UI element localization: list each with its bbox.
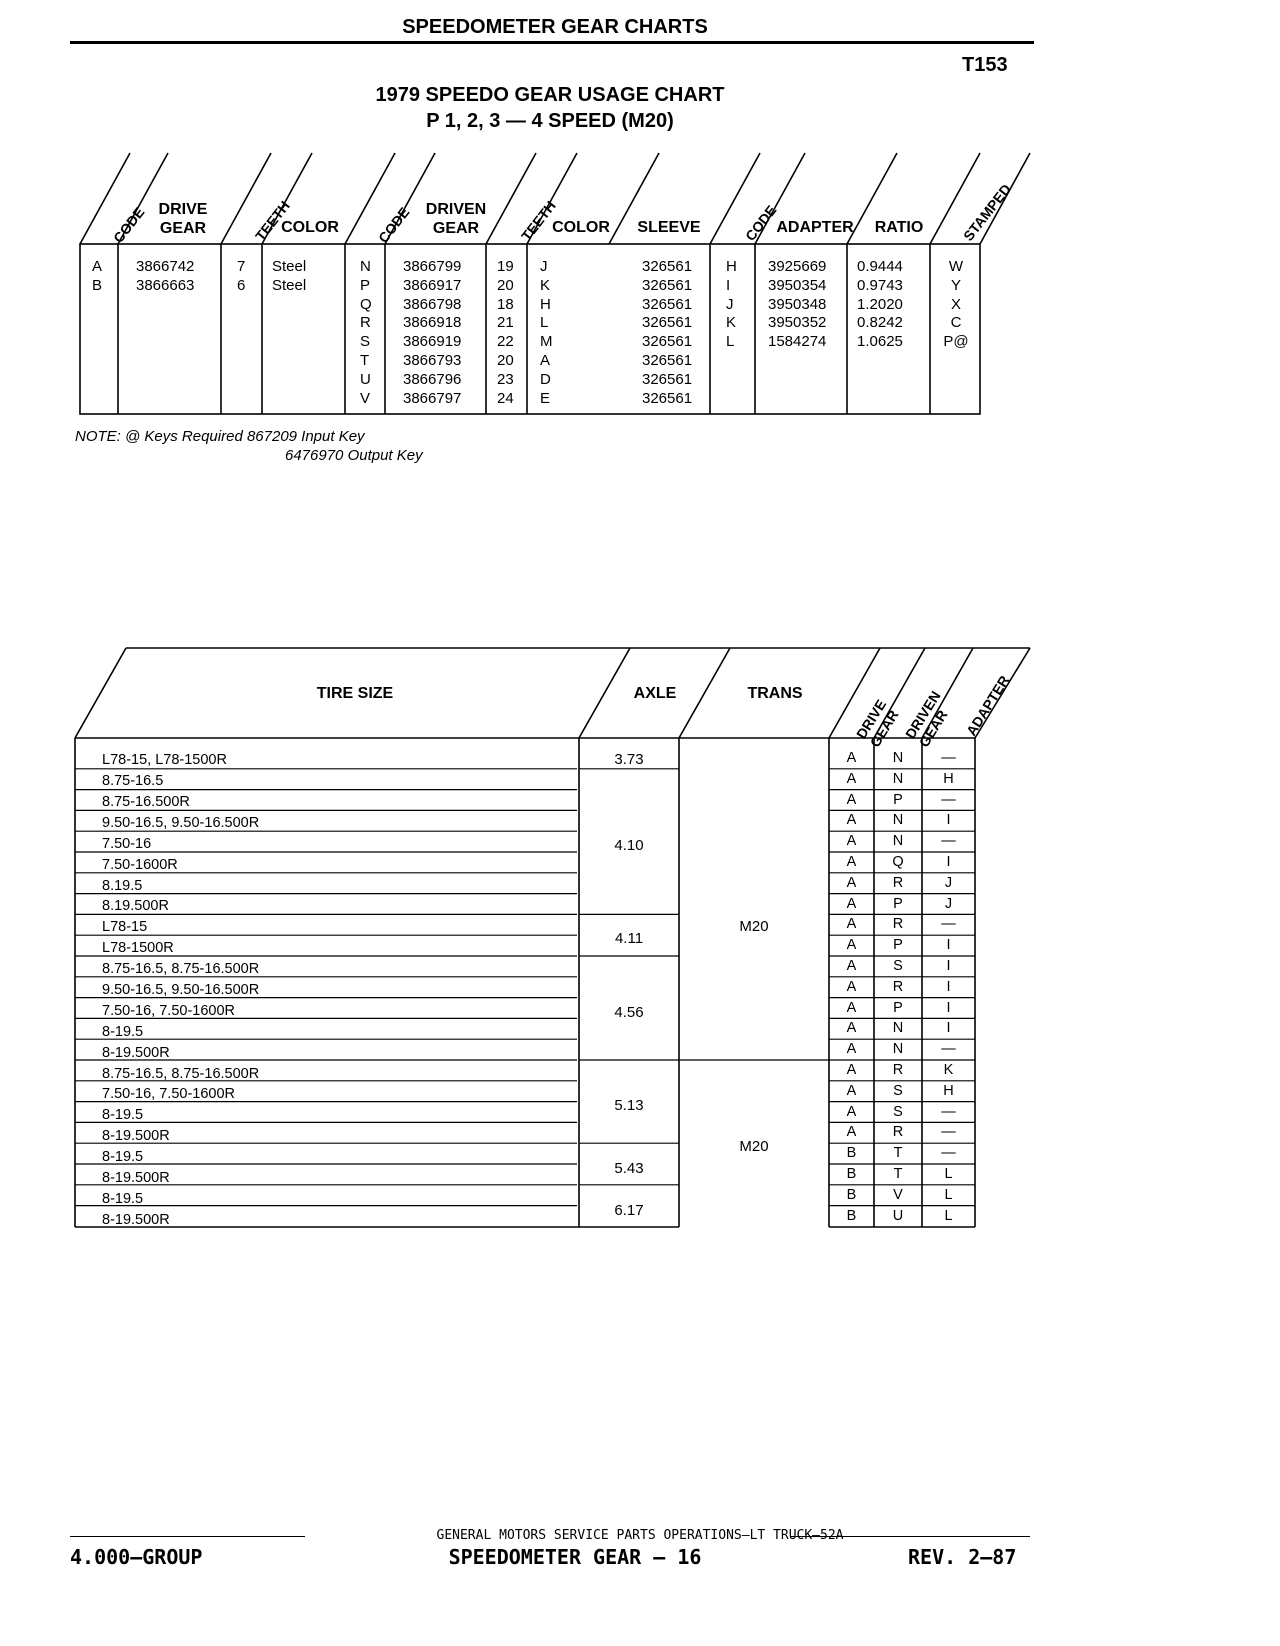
tire-header-driven-gear: DRIVEN GEAR (902, 688, 951, 750)
drive-gear-code: A (846, 1124, 857, 1141)
drive-color: Steel (272, 258, 307, 275)
usage-header-code2: CODE (375, 204, 413, 246)
drive-gear-code: A (846, 750, 857, 766)
driven-gear-code-col (874, 748, 922, 1226)
driven-color: L (540, 314, 549, 332)
adapter-stamped: W (948, 258, 964, 275)
drive-gear-code: B (846, 1186, 857, 1203)
tire-size-cell: 8-19.500R (102, 1128, 170, 1144)
tire-size-cell: 9.50-16.5, 9.50-16.500R (102, 982, 260, 998)
drive-color: Steel (272, 276, 307, 294)
driven-code: N (360, 258, 371, 275)
adapter-code: J (944, 895, 953, 912)
drive-gear-code: A (846, 874, 857, 891)
adapter-code: I (946, 1020, 951, 1037)
drive-gear-code: B (846, 1165, 857, 1182)
tire-size-cell: 8-19.500R (102, 1045, 170, 1061)
adapter-code: L (726, 333, 735, 351)
driven-color: D (540, 370, 551, 388)
trans-label: M20 (739, 1138, 769, 1155)
driven-gear-code: R (892, 916, 904, 933)
adapter-code: J (726, 295, 734, 313)
driven-teeth: 18 (497, 295, 514, 313)
adapter-code: K (726, 314, 737, 332)
adapter-code: — (941, 1124, 956, 1141)
driven-gear-code: P (893, 999, 903, 1016)
driven-sleeve: 326561 (642, 370, 693, 388)
usage-note (75, 427, 423, 465)
adapter-ratio: 1.2020 (857, 295, 903, 313)
tire-size-cell: 7.50-16 (102, 836, 152, 852)
adapter-number-col (768, 258, 826, 352)
adapter-code: — (941, 1103, 956, 1120)
footer-center: SPEEDOMETER GEAR — 16 (448, 1545, 702, 1569)
adapter-number: 3950354 (768, 276, 827, 294)
driven-sleeve-col (642, 258, 692, 408)
usage-header-ratio: RATIO (874, 219, 924, 236)
drive-gear-code: A (846, 812, 857, 829)
driven-gear-code: N (892, 812, 904, 829)
adapter-code-col (726, 258, 737, 352)
driven-gear-code: P (893, 791, 903, 808)
driven-code: Q (360, 295, 372, 313)
driven-color: M (540, 333, 553, 351)
driven-gear-code: R (892, 1124, 904, 1141)
tire-header-tire-size: TIRE SIZE (316, 685, 394, 702)
driven-gear-number: 3866796 (403, 370, 462, 388)
driven-teeth: 19 (497, 258, 514, 275)
driven-gear-number: 3866798 (403, 295, 462, 313)
drive-gear-number: 3866742 (136, 258, 195, 275)
axle-ratio: 5.13 (614, 1097, 644, 1114)
driven-gear-code: V (893, 1186, 903, 1203)
adapter-stamped: Y (950, 276, 961, 294)
driven-gear-code: P (893, 937, 903, 954)
usage-header-teeth1: TEETH (252, 197, 293, 244)
adapter-code: H (943, 770, 954, 787)
driven-gear-code: T (893, 1145, 903, 1162)
driven-color: H (540, 295, 551, 313)
tire-header-axle: AXLE (633, 685, 677, 702)
driven-gear-number: 3866919 (403, 333, 462, 351)
chart-title-line2: P 1, 2, 3 — 4 SPEED (M20) (426, 110, 674, 132)
trans-label: M20 (739, 918, 769, 935)
adapter-number: 3950352 (768, 314, 827, 332)
driven-gear-code: N (892, 770, 904, 787)
axle-ratio: 4.10 (614, 837, 644, 854)
driven-teeth-col (497, 258, 514, 408)
axle-ratio: 6.17 (614, 1202, 644, 1219)
drive-teeth: 7 (237, 258, 246, 275)
drive-gear-code: A (846, 957, 857, 974)
driven-gear-code: S (893, 957, 903, 974)
adapter-code: L (944, 1207, 953, 1224)
tire-size-cell: 8.19.500R (102, 898, 169, 914)
driven-gear-code: S (893, 1103, 903, 1120)
driven-teeth: 20 (497, 276, 514, 294)
driven-teeth: 24 (497, 389, 514, 407)
driven-gear-code: N (892, 750, 904, 766)
adapter-code: — (941, 1041, 956, 1058)
page-header-title: SPEEDOMETER GEAR CHARTS (402, 16, 708, 38)
drive-code: B (92, 276, 103, 294)
tire-header-drive-gear: DRIVE GEAR (853, 696, 902, 750)
adapter-ratio-col (857, 258, 903, 352)
adapter-code: J (944, 874, 953, 891)
driven-sleeve: 326561 (642, 314, 693, 332)
driven-sleeve: 326561 (642, 295, 693, 313)
tire-size-cell: L78-1500R (102, 940, 174, 956)
footer-top-line: GENERAL MOTORS SERVICE PARTS OPERATIONS—LT TRUCK—52A (436, 1528, 844, 1543)
drive-gear-code: A (846, 1082, 857, 1099)
adapter-code: I (946, 957, 951, 974)
driven-gear-code: S (893, 1082, 903, 1099)
adapter-number: 3925669 (768, 258, 827, 275)
driven-gear-number: 3866799 (403, 258, 462, 275)
adapter-code: H (943, 1082, 954, 1099)
adapter-code: I (946, 812, 951, 829)
drive-gear-code: A (846, 791, 857, 808)
adapter-code: — (941, 750, 956, 766)
tire-size-cell: 8.19.5 (102, 878, 143, 894)
drive-teeth-col (237, 258, 245, 296)
driven-gear-code: R (892, 874, 904, 891)
usage-header-stamped: STAMPED (960, 180, 1015, 244)
tire-size-cell: L78-15 (102, 919, 148, 935)
adapter-code: H (726, 258, 737, 275)
tire-size-cell: 8-19.5 (102, 1107, 144, 1123)
driven-code: T (360, 351, 370, 369)
driven-teeth: 21 (497, 314, 514, 332)
adapter-ratio: 0.9444 (857, 258, 903, 275)
usage-header-code3: CODE (742, 202, 780, 244)
note-line-1: NOTE: @ Keys Required 867209 Input Key (75, 428, 365, 445)
adapter-code: K (943, 1061, 954, 1078)
drive-gear-code: A (846, 833, 857, 850)
tire-size-cell: 8-19.500R (102, 1170, 170, 1186)
drive-gear-code: A (846, 916, 857, 933)
drive-color-col (272, 258, 306, 296)
driven-gear-number: 3866918 (403, 314, 462, 332)
usage-header-adapter: ADAPTER (776, 219, 854, 236)
page-code: T153 (962, 54, 1008, 76)
usage-header-teeth2: TEETH (518, 197, 559, 244)
driven-gear-code: N (892, 1041, 904, 1058)
tire-size-cell: 9.50-16.5, 9.50-16.500R (102, 815, 260, 831)
driven-code: U (360, 370, 371, 388)
footer-right: REV. 2—87 (908, 1545, 1017, 1569)
tire-size-cell: 8-19.500R (102, 1212, 170, 1228)
driven-color: K (540, 276, 551, 294)
drive-code-col (92, 258, 102, 296)
tire-header-adapter: ADAPTER (963, 672, 1013, 739)
driven-gear-code: T (893, 1165, 903, 1182)
driven-teeth: 23 (497, 370, 514, 388)
usage-header-driven-gear: DRIVEN GEAR (425, 201, 487, 237)
adapter-stamped: X (950, 295, 961, 313)
tire-size-cell: 8-19.5 (102, 1024, 144, 1040)
tire-size-cell: 8-19.5 (102, 1149, 144, 1165)
adapter-number: 3950348 (768, 295, 827, 313)
driven-gear-code: R (892, 978, 904, 995)
adapter-stamped-col (938, 258, 974, 352)
adapter-code: I (946, 937, 951, 954)
drive-code: A (92, 258, 103, 275)
usage-header-color1: COLOR (281, 219, 339, 236)
chart-title-line1: 1979 SPEEDO GEAR USAGE CHART (375, 84, 725, 106)
drive-gear-code: A (846, 999, 857, 1016)
driven-sleeve: 326561 (642, 389, 693, 407)
driven-sleeve: 326561 (642, 258, 693, 275)
driven-code: R (360, 314, 371, 332)
adapter-code: I (946, 978, 951, 995)
adapter-code: L (944, 1165, 953, 1182)
driven-gear-code: N (892, 1020, 904, 1037)
axle-ratio: 4.56 (614, 1004, 644, 1021)
tire-size-cell: L78-15, L78-1500R (102, 752, 227, 768)
tire-size-cell: 8.75-16.5, 8.75-16.500R (102, 1066, 260, 1082)
drive-gear-code: A (846, 853, 857, 870)
drive-gear-code: A (846, 1061, 857, 1078)
tire-size-cell: 8.75-16.500R (102, 794, 190, 810)
driven-color-col (540, 258, 553, 408)
driven-gear-code: U (892, 1207, 904, 1224)
driven-sleeve: 326561 (642, 333, 693, 351)
adapter-ratio: 0.8242 (857, 314, 903, 332)
tire-size-cell: 8-19.5 (102, 1191, 144, 1207)
drive-gear-code: A (846, 895, 857, 912)
drive-gear-code: A (846, 1041, 857, 1058)
adapter-stamped: C (950, 314, 962, 332)
driven-gear-code: N (892, 833, 904, 850)
usage-header-drive-gear: DRIVE GEAR (158, 201, 208, 237)
drive-gear-code: A (846, 770, 857, 787)
adapter-code-col (922, 748, 975, 1226)
driven-sleeve: 326561 (642, 276, 693, 294)
tire-size-cell: 8.75-16.5 (102, 773, 164, 789)
drive-gear-code: B (846, 1145, 857, 1162)
adapter-number: 1584274 (768, 333, 827, 351)
driven-gear-code: R (892, 1061, 904, 1078)
driven-sleeve: 326561 (642, 351, 693, 369)
tire-size-cell: 7.50-1600R (102, 857, 178, 873)
footer-rule-left (70, 1536, 305, 1537)
driven-gear-code: Q (892, 853, 904, 870)
driven-code-col (360, 258, 372, 408)
adapter-code: L (944, 1186, 953, 1203)
driven-gear-number: 3866793 (403, 351, 462, 369)
driven-color: J (540, 258, 548, 275)
driven-gear-code: P (893, 895, 903, 912)
footer-rule-right (790, 1536, 1030, 1537)
tire-header-trans: TRANS (747, 685, 803, 702)
drive-gear-col (136, 258, 194, 296)
usage-header-color2: COLOR (552, 219, 610, 236)
drive-gear-number: 3866663 (136, 276, 195, 294)
driven-code: S (360, 333, 371, 351)
driven-code: P (360, 276, 371, 294)
adapter-code: — (941, 1145, 956, 1162)
axle-ratio: 3.73 (614, 751, 644, 768)
axle-ratio: 5.43 (614, 1160, 644, 1177)
driven-teeth: 22 (497, 333, 514, 351)
drive-teeth: 6 (237, 276, 246, 294)
adapter-code: I (726, 276, 731, 294)
usage-header-sleeve: SLEEVE (637, 219, 701, 236)
drive-gear-code: A (846, 978, 857, 995)
driven-gear-number: 3866917 (403, 276, 462, 294)
driven-gear-col (403, 258, 461, 408)
drive-gear-code-col (829, 748, 874, 1226)
drive-gear-code: A (846, 937, 857, 954)
adapter-ratio: 0.9743 (857, 276, 903, 294)
tire-size-cell: 7.50-16, 7.50-1600R (102, 1086, 236, 1102)
drive-gear-code: B (846, 1207, 857, 1224)
note-line-2: 6476970 Output Key (285, 447, 423, 464)
tire-size-cell: 8.75-16.5, 8.75-16.500R (102, 961, 260, 977)
drive-gear-code: A (846, 1103, 857, 1120)
drive-gear-code: A (846, 1020, 857, 1037)
driven-gear-number: 3866797 (403, 389, 462, 407)
footer-left: 4.000—GROUP (70, 1545, 203, 1569)
adapter-code: — (941, 833, 956, 850)
adapter-ratio: 1.0625 (857, 333, 903, 351)
driven-color: E (540, 389, 551, 407)
adapter-code: — (941, 916, 956, 933)
driven-code: V (360, 389, 371, 407)
adapter-stamped: P@ (943, 333, 969, 351)
tire-size-cell: 7.50-16, 7.50-1600R (102, 1003, 236, 1019)
axle-ratio: 4.11 (614, 930, 644, 947)
usage-header-code1: CODE (110, 204, 148, 246)
adapter-code: I (946, 999, 951, 1016)
driven-teeth: 20 (497, 351, 514, 369)
driven-color: A (540, 351, 551, 369)
adapter-code: I (946, 853, 951, 870)
adapter-code: — (941, 791, 956, 808)
